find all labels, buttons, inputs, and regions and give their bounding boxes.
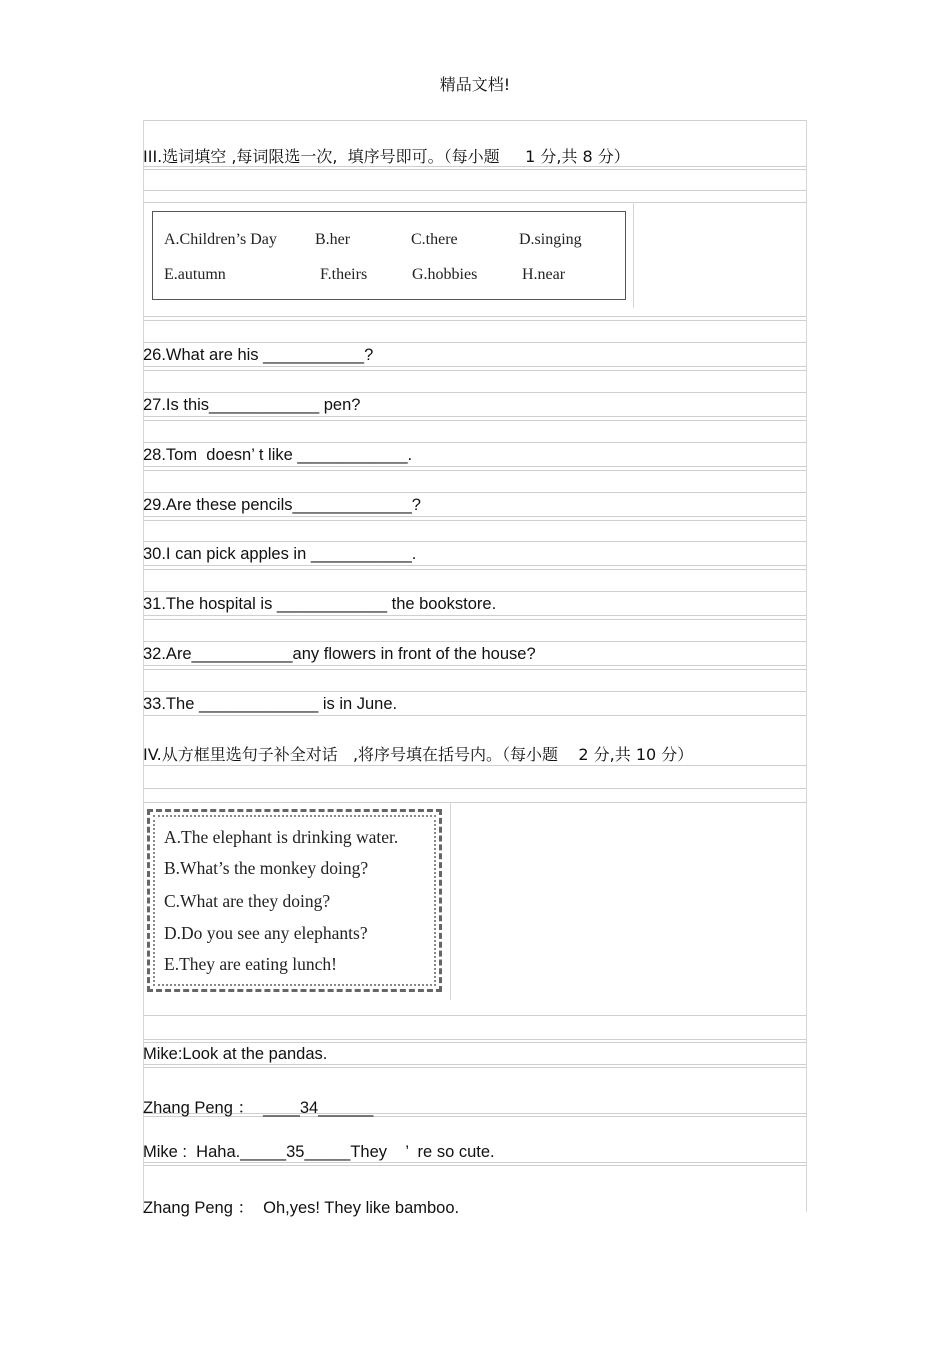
divider	[143, 1067, 807, 1068]
sentence-box	[147, 809, 442, 992]
divider	[143, 1162, 807, 1163]
question-32: 32.Are___________any flowers in front of the house?	[143, 645, 536, 663]
dialogue-line: Zhang Peng ： ____34______	[143, 1099, 374, 1117]
word-box	[152, 211, 626, 300]
sentence-option: B.What’s the monkey doing?	[164, 858, 369, 878]
word-option: G.hobbies	[412, 266, 478, 283]
divider	[143, 1042, 807, 1043]
divider	[143, 190, 807, 191]
divider	[143, 120, 807, 121]
question-29: 29.Are these pencils_____________?	[143, 496, 421, 514]
divider	[143, 442, 807, 443]
word-option: D.singing	[519, 231, 582, 248]
divider	[143, 569, 807, 570]
divider	[143, 420, 807, 421]
question-31: 31.The hospital is ____________ the bookstore.	[143, 595, 497, 613]
dialogue-line: Zhang Peng ： Oh,yes! They like bamboo.	[143, 1199, 460, 1217]
sentence-option: A.The elephant is drinking water.	[164, 827, 399, 847]
word-option: A.Children’s Day	[164, 231, 277, 248]
divider	[143, 691, 807, 692]
question-28: 28.Tom doesn’ t like ____________.	[143, 446, 413, 464]
divider	[143, 765, 807, 766]
divider	[143, 641, 807, 642]
divider	[143, 615, 807, 616]
divider	[143, 320, 807, 321]
divider	[143, 565, 807, 566]
divider	[143, 520, 807, 521]
divider	[143, 591, 807, 592]
question-27: 27.Is this____________ pen?	[143, 396, 361, 414]
divider	[143, 416, 807, 417]
divider	[143, 342, 807, 343]
divider	[143, 316, 807, 317]
divider	[143, 392, 807, 393]
dialogue-line: Mike:Look at the pandas.	[143, 1045, 328, 1063]
divider	[143, 665, 807, 666]
divider	[143, 669, 807, 670]
page-header: 精品文档!	[439, 75, 511, 94]
word-option: C.there	[411, 231, 458, 248]
word-option: B.her	[315, 231, 351, 248]
section-3-heading: III.选词填空 ,每词限选一次, 填序号即可。（每小题 1 分,共 8 分）	[143, 147, 630, 166]
divider	[143, 1165, 807, 1166]
dialogue-line: Mike : Haha._____35_____They ’ re so cute.	[143, 1143, 495, 1161]
question-33: 33.The _____________ is in June.	[143, 695, 398, 713]
frame-right-border	[806, 120, 807, 1212]
divider	[143, 366, 807, 367]
section-4-heading: IV.从方框里选句子补全对话 ,将序号填在括号内。（每小题 2 分,共 10 分）	[143, 745, 694, 764]
divider	[143, 470, 807, 471]
divider	[143, 370, 807, 371]
question-30: 30.I can pick apples in ___________.	[143, 545, 417, 563]
divider	[143, 788, 807, 789]
word-option: H.near	[522, 266, 566, 283]
divider	[143, 516, 807, 517]
divider	[143, 1039, 807, 1040]
divider	[143, 466, 807, 467]
sentence-option: D.Do you see any elephants?	[164, 923, 368, 943]
divider	[143, 619, 807, 620]
divider	[143, 1064, 807, 1065]
sentence-option: C.What are they doing?	[164, 891, 331, 911]
word-option: F.theirs	[320, 266, 368, 283]
divider	[143, 492, 807, 493]
sentence-option: E.They are eating lunch!	[164, 954, 337, 974]
divider	[143, 541, 807, 542]
divider	[143, 169, 807, 170]
divider	[143, 715, 807, 716]
divider	[143, 1015, 807, 1016]
word-option: E.autumn	[164, 266, 226, 283]
question-26: 26.What are his ___________?	[143, 346, 374, 364]
